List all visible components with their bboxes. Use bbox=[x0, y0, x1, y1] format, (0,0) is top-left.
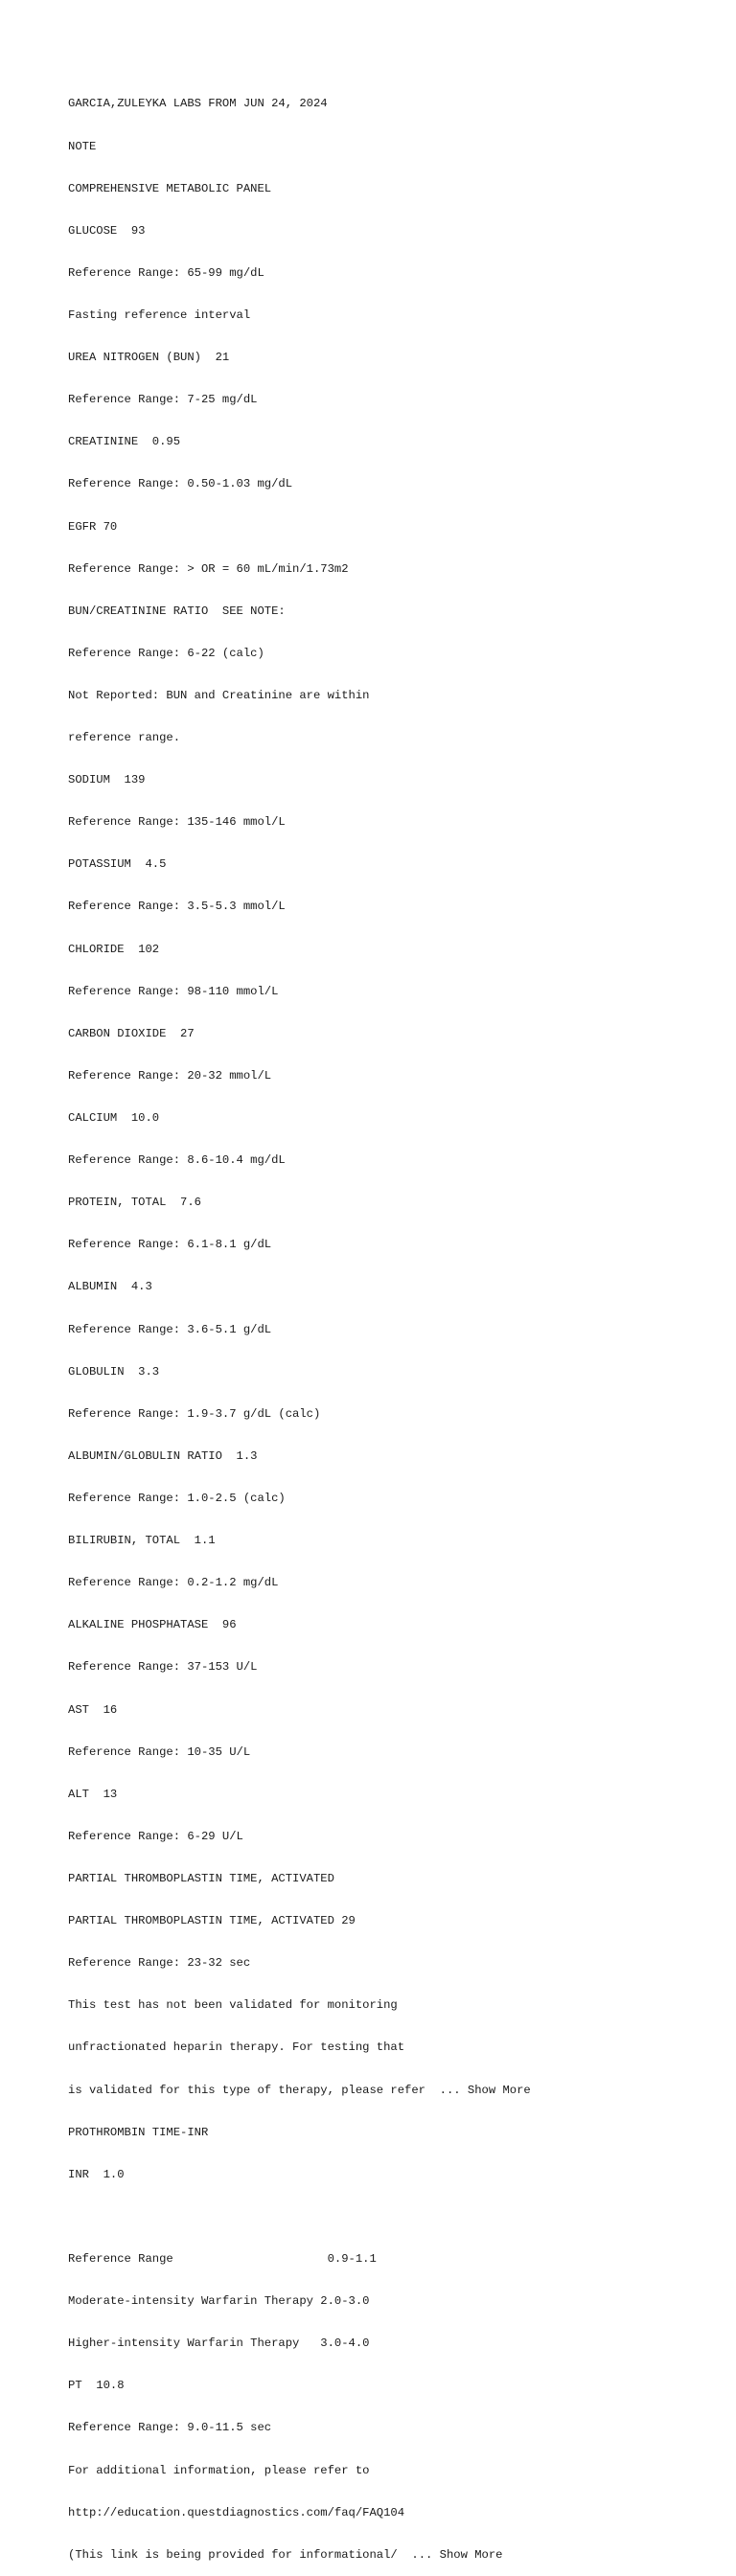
report-line: ALKALINE PHOSPHATASE 96 bbox=[68, 1618, 237, 1632]
report-line: BILIRUBIN, TOTAL 1.1 bbox=[68, 1534, 216, 1548]
report-line: Reference Range: 6-22 (calc) bbox=[68, 646, 264, 660]
report-line: Reference Range: 135-146 mmol/L bbox=[68, 815, 286, 830]
report-line: Reference Range: 23-32 sec bbox=[68, 1956, 251, 1971]
report-line: Reference Range: 3.5-5.3 mmol/L bbox=[68, 900, 286, 914]
show-more-link[interactable]: ... Show More bbox=[439, 2083, 531, 2097]
report-line: This test has not been validated for monitoring bbox=[68, 1998, 398, 2013]
report-line: Higher-intensity Warfarin Therapy 3.0-4.0 bbox=[68, 2337, 370, 2351]
report-line: Reference Range: 65-99 mg/dL bbox=[68, 265, 264, 280]
report-line: Reference Range: 0.2-1.2 mg/dL bbox=[68, 1576, 279, 1590]
report-line: POTASSIUM 4.5 bbox=[68, 857, 167, 872]
report-line: GLOBULIN 3.3 bbox=[68, 1364, 160, 1379]
report-line: INR 1.0 bbox=[68, 2167, 125, 2181]
report-line: Reference Range: 1.0-2.5 (calc) bbox=[68, 1492, 286, 1506]
report-line: PROTEIN, TOTAL 7.6 bbox=[68, 1196, 201, 1210]
report-line: CALCIUM 10.0 bbox=[68, 1111, 160, 1126]
show-more-link[interactable]: ... Show More bbox=[411, 2547, 503, 2562]
report-line: ALBUMIN/GLOBULIN RATIO 1.3 bbox=[68, 1448, 258, 1463]
report-line: Reference Range: 6.1-8.1 g/dL bbox=[68, 1238, 272, 1252]
report-line: Fasting reference interval bbox=[68, 308, 251, 322]
report-line: unfractionated heparin therapy. For testing that bbox=[68, 2040, 405, 2055]
report-line: Not Reported: BUN and Creatinine are within bbox=[68, 688, 370, 702]
report-header: GARCIA,ZULEYKA LABS FROM JUN 24, 2024 bbox=[68, 97, 328, 111]
report-line: Reference Range: 1.9-3.7 g/dL (calc) bbox=[68, 1406, 321, 1421]
report-line-text: is validated for this type of therapy, please refer bbox=[68, 2083, 440, 2097]
report-line: EGFR 70 bbox=[68, 519, 118, 534]
report-line: PT 10.8 bbox=[68, 2379, 125, 2393]
report-line: COMPREHENSIVE METABOLIC PANEL bbox=[68, 181, 272, 195]
report-line: CARBON DIOXIDE 27 bbox=[68, 1026, 195, 1040]
report-line: ALBUMIN 4.3 bbox=[68, 1280, 152, 1294]
report-line: Reference Range: 0.50-1.03 mg/dL bbox=[68, 477, 293, 491]
report-line: Reference Range: 7-25 mg/dL bbox=[68, 393, 258, 407]
report-line-text: (This link is being provided for informational/ bbox=[68, 2547, 412, 2562]
report-blank-line bbox=[68, 2210, 531, 2224]
report-line: Reference Range: 10-35 U/L bbox=[68, 1744, 251, 1759]
report-line: Reference Range: 98-110 mmol/L bbox=[68, 984, 279, 998]
report-line: PARTIAL THROMBOPLASTIN TIME, ACTIVATED bbox=[68, 1872, 334, 1885]
report-line: PARTIAL THROMBOPLASTIN TIME, ACTIVATED 29 bbox=[68, 1914, 356, 1928]
report-line: reference range. bbox=[68, 731, 181, 745]
report-line: ALT 13 bbox=[68, 1787, 118, 1801]
report-line: Reference Range 0.9-1.1 bbox=[68, 2251, 377, 2266]
report-line: CHLORIDE 102 bbox=[68, 942, 160, 956]
report-line: GLUCOSE 93 bbox=[68, 223, 146, 238]
report-line: BUN/CREATININE RATIO SEE NOTE: bbox=[68, 604, 286, 618]
report-line: For additional information, please refer to bbox=[68, 2463, 370, 2477]
report-line: Reference Range: 20-32 mmol/L bbox=[68, 1068, 272, 1083]
report-line: CREATININE 0.95 bbox=[68, 435, 181, 449]
report-line: Reference Range: 3.6-5.1 g/dL bbox=[68, 1322, 272, 1336]
lab-report bbox=[68, 69, 531, 2576]
report-line: SODIUM 139 bbox=[68, 773, 146, 787]
report-line-with-show-more bbox=[68, 2548, 531, 2563]
report-line: Reference Range: 6-29 U/L bbox=[68, 1829, 243, 1843]
report-line: Reference Range: 9.0-11.5 sec bbox=[68, 2421, 272, 2435]
report-line-with-show-more bbox=[68, 2084, 531, 2098]
report-line: PROTHROMBIN TIME-INR bbox=[68, 2125, 209, 2139]
report-line: http://education.questdiagnostics.com/faq/FAQ104 bbox=[68, 2505, 405, 2519]
report-line: Reference Range: 37-153 U/L bbox=[68, 1660, 258, 1675]
report-line: UREA NITROGEN (BUN) 21 bbox=[68, 351, 230, 365]
report-line: AST 16 bbox=[68, 1702, 118, 1717]
report-line: NOTE bbox=[68, 139, 97, 153]
report-line: Reference Range: > OR = 60 mL/min/1.73m2 bbox=[68, 561, 349, 576]
report-line: Moderate-intensity Warfarin Therapy 2.0-3.0 bbox=[68, 2294, 370, 2309]
report-line: Reference Range: 8.6-10.4 mg/dL bbox=[68, 1153, 286, 1168]
